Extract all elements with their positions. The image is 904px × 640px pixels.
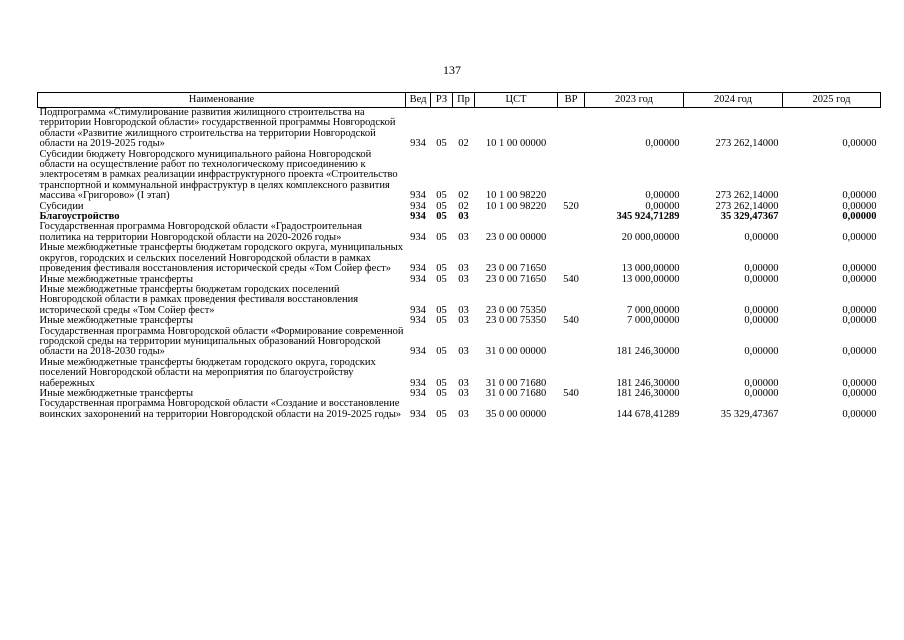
header-pr: Пр [453,93,475,108]
row-pr: 03 [458,346,469,358]
row-2023: 0,00000 [645,190,680,202]
row-2023: 13 000,00000 [621,274,680,285]
row-2024: 0,00000 [744,377,779,389]
row-2024: 273 262,14000 [715,138,779,150]
row-name: Подпрограмма «Стимулирование развития жилищного строительства на территории Новгородской области» государственной программы Новгородской области «Развитие жилищного строительства на территории Новгородской области на 2019-2025 годы» [39,107,396,150]
row-2024: 0,00000 [744,263,779,275]
row-cst: 23 0 00 75350 [485,316,547,327]
row-rz: 05 [436,231,447,243]
row-name: Субсидии [39,201,84,212]
row-2024: 273 262,14000 [715,190,779,202]
table-row [38,212,881,222]
row-cst: 23 0 00 00000 [485,231,547,243]
row-2023: 181 246,30000 [616,377,680,389]
header-ved: Вед [406,93,431,108]
row-vr [558,222,585,243]
row-2025: 0,00000 [842,190,877,202]
row-2023: 0,00000 [645,138,680,150]
row-2024: 273 262,14000 [715,201,779,212]
row-ved: 934 [410,304,426,316]
row-rz: 05 [436,316,447,327]
header-2023: 2023 год [585,93,684,108]
row-cst: 23 0 00 71650 [485,263,547,275]
row-ved: 934 [410,408,426,420]
row-cst: 31 0 00 71680 [485,388,547,399]
row-2024: 0,00000 [744,231,779,243]
header-2025: 2025 год [783,93,881,108]
table-row [38,399,881,420]
row-name: Иные межбюджетные трансферты [39,274,194,285]
table-row [38,275,881,285]
row-pr: 03 [458,263,469,275]
row-ved: 934 [410,190,426,202]
row-2025: 0,00000 [842,304,877,316]
row-name: Государственная программа Новгородской области «Создание и восстановление воинских захоронений на территории Новгородской области на 2019-2025 годы» [39,399,402,420]
row-2023: 20 000,00000 [621,231,680,243]
row-rz: 05 [436,212,447,223]
row-vr [558,212,585,222]
row-name: Благоустройство [39,212,120,223]
table-row [38,327,881,358]
table-row [38,202,881,212]
row-cst: 31 0 00 71680 [485,377,547,389]
table-body [38,108,881,421]
row-2024: 0,00000 [744,304,779,316]
header-rz: РЗ [431,93,453,108]
row-rz: 05 [436,346,447,358]
budget-table [37,92,881,420]
row-vr [558,285,585,316]
row-vr: 540 [563,274,579,285]
row-2025: 0,00000 [842,138,877,150]
row-2025: 0,00000 [842,388,877,399]
row-pr: 03 [458,274,469,285]
header-name: Наименование [38,93,406,108]
row-vr: 520 [563,201,579,212]
row-ved: 934 [410,263,426,275]
row-pr: 02 [458,138,469,150]
row-ved: 934 [410,346,426,358]
row-2025: 0,00000 [842,316,877,327]
row-vr [558,243,585,274]
row-2025: 0,00000 [842,377,877,389]
row-name: Иные межбюджетные трансферты бюджетам городского округа, городских поселений Новгородской области на мероприятия по благоустройству набережных [39,357,376,389]
row-2023: 144 678,41289 [616,408,680,420]
row-pr: 03 [458,377,469,389]
row-2023: 345 924,71289 [616,212,680,223]
row-2024: 0,00000 [744,274,779,285]
row-rz: 05 [436,138,447,150]
row-cst [475,212,558,222]
row-2025: 0,00000 [842,201,877,212]
row-2024: 35 329,47367 [720,408,779,420]
table-row [38,222,881,243]
row-vr: 540 [563,316,579,327]
row-2023: 13 000,00000 [621,263,680,275]
table-row [38,316,881,326]
table-row [38,285,881,316]
header-row [38,93,881,108]
row-rz: 05 [436,263,447,275]
row-vr [558,108,585,150]
row-vr [558,358,585,389]
row-ved: 934 [410,231,426,243]
row-name: Государственная программа Новгородской области «Формирование современной городской среды на территории муниципальных образований Новгородской области на 2018-2030 годы» [39,326,404,358]
row-vr [558,327,585,358]
table-row [38,108,881,150]
row-cst: 35 0 00 00000 [485,408,547,420]
row-cst: 23 0 00 75350 [485,304,547,316]
row-cst: 10 1 00 98220 [485,190,547,202]
row-rz: 05 [436,408,447,420]
row-2025: 0,00000 [842,346,877,358]
table-row [38,358,881,389]
row-rz: 05 [436,377,447,389]
row-pr: 02 [458,190,469,202]
row-2024: 0,00000 [744,316,779,327]
row-2023: 7 000,00000 [627,304,680,316]
row-name: Субсидии бюджету Новгородского муниципального района Новгородской области на осуществление работ по технологическому присоединению к электросетям в рамках реализации инфраструктурного проекта «Строительство транспортной и коммунальной инфраструктур в целях комплексного развития массива «Григорово» (I этап) [39,149,398,202]
row-2025: 0,00000 [842,263,877,275]
row-ved: 934 [410,316,426,327]
row-vr [558,150,585,202]
row-2023: 7 000,00000 [627,316,680,327]
row-rz: 05 [436,190,447,202]
row-pr: 03 [458,408,469,420]
row-2024: 35 329,47367 [720,212,779,223]
table-header [38,93,881,108]
row-cst: 31 0 00 00000 [485,346,547,358]
row-2025: 0,00000 [842,274,877,285]
row-cst: 10 1 00 98220 [485,201,547,212]
row-rz: 05 [436,201,447,212]
page-number: 137 [443,63,461,77]
row-pr: 02 [458,201,469,212]
row-rz: 05 [436,274,447,285]
header-2024: 2024 год [684,93,783,108]
row-cst: 23 0 00 71650 [485,274,547,285]
row-2025: 0,00000 [842,231,877,243]
row-2023: 0,00000 [645,201,680,212]
row-2024: 0,00000 [744,388,779,399]
row-2024: 0,00000 [744,346,779,358]
row-name: Иные межбюджетные трансферты бюджетам городского округа, муниципальных округов, городских и сельских поселений Новгородской области в рамках проведения фестиваля восстановления исторической среды «Том Сойер фест» [39,243,403,275]
table-row [38,243,881,274]
row-2023: 181 246,30000 [616,346,680,358]
header-vr: ВР [558,93,585,108]
row-2023: 181 246,30000 [616,388,680,399]
row-cst: 10 1 00 00000 [485,138,547,150]
row-ved: 934 [410,377,426,389]
row-2025: 0,00000 [842,408,877,420]
table-row [38,150,881,202]
row-2025: 0,00000 [842,212,877,223]
row-ved: 934 [410,388,426,399]
header-cst: ЦСТ [475,93,558,108]
row-vr: 540 [563,388,579,399]
row-pr: 03 [458,316,469,327]
row-ved: 934 [410,201,426,212]
row-ved: 934 [410,212,426,223]
row-rz: 05 [436,304,447,316]
row-name: Иные межбюджетные трансферты бюджетам городских поселений Новгородской области в рамках проведения фестиваля восстановления исторической среды «Том Сойер фест» [39,284,359,316]
table-row [38,389,881,399]
row-pr: 03 [458,388,469,399]
row-ved: 934 [410,138,426,150]
row-rz: 05 [436,388,447,399]
row-name: Государственная программа Новгородской области «Градостроительная политика на территории Новгородской области на 2020-2026 годы» [39,222,362,243]
row-ved: 934 [410,274,426,285]
row-pr: 03 [458,231,469,243]
row-name: Иные межбюджетные трансферты [39,316,194,327]
row-pr: 03 [458,212,469,223]
row-pr: 03 [458,304,469,316]
row-vr [558,399,585,420]
row-name: Иные межбюджетные трансферты [39,388,194,399]
